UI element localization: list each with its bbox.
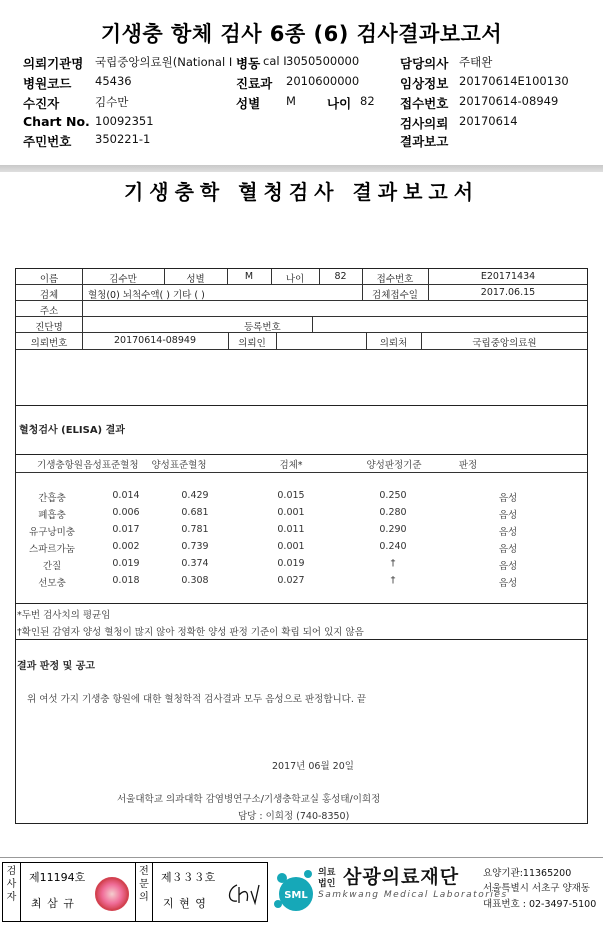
header-negative: 음성표준혈청 bbox=[83, 460, 139, 471]
result-row bbox=[16, 490, 587, 507]
footnote-dagger: †확인된 감염자 양성 혈청이 많지 않아 정확한 양성 판정 기준이 확립 되어 있지 않음 bbox=[17, 627, 364, 638]
requesting-org-label: 의뢰처 bbox=[379, 338, 408, 349]
result-judgment: 음성 bbox=[498, 561, 518, 572]
request-value: 20170614 bbox=[459, 114, 518, 128]
header-row-1 bbox=[0, 54, 603, 74]
clinical-label: 임상정보 bbox=[400, 76, 449, 91]
result-positive: 0.681 bbox=[181, 507, 209, 518]
receipt-no-value: E20171434 bbox=[480, 271, 536, 282]
report-title: 기생충 항체 검사 6종 (6) 검사결과보고서 bbox=[100, 22, 503, 46]
signature-icon bbox=[225, 881, 261, 907]
result-specimen: 0.011 bbox=[277, 524, 305, 535]
specimen-date-label: 검체접수일 bbox=[372, 290, 418, 301]
dept-label: 진료과 bbox=[236, 76, 273, 91]
result-specimen: 0.015 bbox=[277, 490, 305, 501]
age-value: 82 bbox=[360, 94, 375, 108]
name-value: 김수만 bbox=[109, 274, 137, 285]
result-judgment: 음성 bbox=[498, 510, 518, 521]
result-specimen: 0.001 bbox=[277, 541, 305, 552]
result-judgment: 음성 bbox=[498, 578, 518, 589]
signature-box bbox=[2, 862, 268, 922]
rrn-value: 350221-1 bbox=[95, 132, 151, 146]
age-label: 나이 bbox=[327, 96, 352, 111]
grid-line bbox=[16, 349, 587, 350]
header-row-5 bbox=[0, 132, 603, 152]
receipt-label: 접수번호 bbox=[400, 96, 449, 111]
result-negative: 0.017 bbox=[112, 524, 140, 535]
result-antigen: 유구낭미충 bbox=[29, 527, 75, 538]
grid-col bbox=[312, 316, 313, 332]
result-judgment: 음성 bbox=[498, 493, 518, 504]
footnote-average: *두번 검사치의 평균임 bbox=[17, 610, 111, 621]
sex-value: M bbox=[286, 94, 296, 108]
info-sex-value: M bbox=[244, 271, 254, 282]
header-antigen: 기생충항원 bbox=[37, 460, 83, 471]
result-specimen: 0.019 bbox=[277, 558, 305, 569]
header-row-4 bbox=[0, 114, 603, 134]
requester-label: 의뢰인 bbox=[238, 338, 266, 349]
result-row bbox=[16, 575, 587, 592]
result-antigen: 선모충 bbox=[38, 578, 66, 589]
name-label: 이름 bbox=[39, 274, 59, 285]
result-cutoff: 0.280 bbox=[379, 507, 407, 518]
result-row bbox=[16, 524, 587, 541]
care-institution-no: 요양기관:11365200 bbox=[483, 868, 572, 879]
result-judgment: 음성 bbox=[498, 544, 518, 555]
result-report-label: 결과보고 bbox=[400, 134, 449, 149]
logo-text: SML bbox=[284, 890, 308, 901]
chart-label: Chart No. bbox=[23, 114, 90, 129]
result-antigen: 간흡충 bbox=[38, 493, 66, 504]
receipt-value: 20170614-08949 bbox=[459, 94, 559, 108]
result-cutoff: † bbox=[390, 558, 396, 569]
sml-logo-icon bbox=[272, 864, 316, 918]
specialist-license: 제３３３호 bbox=[161, 871, 216, 884]
hospital-code-label: 병원코드 bbox=[23, 76, 72, 91]
result-positive: 0.429 bbox=[181, 490, 209, 501]
header-judgment: 판정 bbox=[458, 460, 478, 471]
results-header-row bbox=[16, 457, 587, 474]
result-positive: 0.374 bbox=[181, 558, 209, 569]
result-negative: 0.002 bbox=[112, 541, 140, 552]
examiner-license: 제11194호 bbox=[29, 871, 86, 884]
grid-line bbox=[16, 316, 587, 317]
section-divider bbox=[16, 454, 587, 455]
clinical-value: 20170614E100130 bbox=[459, 74, 569, 88]
result-cutoff: 0.240 bbox=[379, 541, 407, 552]
result-negative: 0.018 bbox=[112, 575, 140, 586]
header-row-3 bbox=[0, 94, 603, 114]
result-specimen: 0.001 bbox=[277, 507, 305, 518]
specimen-label: 검체 bbox=[39, 290, 59, 301]
result-judgment: 음성 bbox=[498, 527, 518, 538]
corp-phone: 대표번호 : 02-3497-5100 bbox=[483, 899, 597, 910]
result-antigen: 간질 bbox=[42, 561, 62, 572]
doctor-label: 담당의사 bbox=[400, 56, 449, 71]
result-cutoff: 0.250 bbox=[379, 490, 407, 501]
examiner-name: 최 삼 규 bbox=[31, 897, 75, 910]
examinee-value: 김수만 bbox=[95, 95, 129, 109]
header-specimen: 검체* bbox=[279, 460, 303, 471]
section-divider bbox=[16, 603, 587, 604]
report-header bbox=[0, 0, 603, 163]
result-negative: 0.006 bbox=[112, 507, 140, 518]
result-antigen: 폐흡충 bbox=[38, 510, 66, 521]
chart-value: 10092351 bbox=[95, 114, 154, 128]
result-negative: 0.019 bbox=[112, 558, 140, 569]
header-cutoff: 양성판정기준 bbox=[366, 460, 422, 471]
report-date: 2017년 06월 20일 bbox=[272, 761, 354, 772]
specimen-date-value: 2017.06.15 bbox=[480, 287, 536, 298]
grid-col bbox=[276, 332, 277, 349]
ward-label: 병동 bbox=[236, 56, 261, 71]
info-sex-label: 성별 bbox=[186, 274, 205, 285]
specialist-vertical-label: 전문의 bbox=[135, 863, 153, 921]
section-divider bbox=[16, 639, 587, 640]
ward-code: 3050500000 bbox=[286, 54, 360, 68]
address-label: 주소 bbox=[39, 306, 59, 317]
request-label: 검사의뢰 bbox=[400, 116, 449, 131]
contact-line: 담당 : 이희정 (740-8350) bbox=[238, 811, 350, 822]
dept-value: 2010600000 bbox=[286, 74, 360, 88]
receipt-no-label: 접수번호 bbox=[376, 274, 414, 285]
result-positive: 0.308 bbox=[181, 575, 209, 586]
requesting-org-value: 국립중앙의료원 bbox=[472, 338, 537, 349]
header-positive: 양성표준혈청 bbox=[151, 460, 207, 471]
specialist-name: 지 현 영 bbox=[163, 897, 207, 910]
elisa-section-title: 혈청검사 (ELISA) 결과 bbox=[19, 425, 125, 436]
corp-address: 서울특별시 서초구 양재동 bbox=[483, 883, 590, 894]
result-cutoff: 0.290 bbox=[379, 524, 407, 535]
official-seal-icon bbox=[95, 877, 129, 911]
section-divider bbox=[16, 405, 587, 406]
result-row bbox=[16, 541, 587, 558]
result-negative: 0.014 bbox=[112, 490, 140, 501]
result-antigen: 스파르가눔 bbox=[29, 544, 75, 555]
conclusion-text: 위 여섯 가지 기생충 항원에 대한 혈청학적 검사결과 모두 음성으로 판정합니다. 끝 bbox=[27, 694, 367, 705]
result-row bbox=[16, 558, 587, 575]
examiner-vertical-label: 검사자 bbox=[3, 863, 21, 921]
corp-name: 삼광의료재단 bbox=[343, 866, 460, 888]
specimen-value: 혈청(0) 뇌척수액( ) 기타 ( ) bbox=[88, 290, 205, 301]
info-age-label: 나이 bbox=[285, 274, 305, 285]
result-row bbox=[16, 507, 587, 524]
request-no-value: 20170614-08949 bbox=[113, 335, 196, 346]
sheet-title: 기생충학 혈청검사 결과보고서 bbox=[123, 180, 480, 204]
hospital-code-value: 45436 bbox=[95, 74, 132, 88]
conclusion-title: 결과 판정 및 공고 bbox=[17, 661, 96, 672]
corp-english-name: Samkwang Medical Laboratories bbox=[318, 890, 508, 900]
corp-type-label: 의료법인 bbox=[318, 868, 336, 889]
institution-value: 국립중앙의료원(National I bbox=[95, 55, 233, 69]
grid-line bbox=[16, 332, 587, 333]
examinee-label: 수진자 bbox=[23, 96, 60, 111]
diagnosis-label: 진단명 bbox=[35, 322, 63, 333]
sex-label: 성별 bbox=[236, 96, 261, 111]
request-no-label: 의뢰번호 bbox=[30, 338, 68, 349]
rrn-label: 주민번호 bbox=[23, 134, 72, 149]
result-positive: 0.781 bbox=[181, 524, 209, 535]
report-form bbox=[15, 268, 588, 824]
scanned-report-sheet bbox=[0, 172, 603, 855]
header-row-2 bbox=[0, 74, 603, 94]
institution-line: 서울대학교 의과대학 감염병연구소/기생충학교실 홍성태/이희정 bbox=[117, 794, 381, 805]
reg-no-label: 등록번호 bbox=[244, 322, 281, 333]
doctor-value: 주태완 bbox=[459, 55, 493, 69]
ward-value: cal I bbox=[263, 54, 287, 68]
result-cutoff: † bbox=[390, 575, 396, 586]
report-footer bbox=[0, 857, 603, 925]
result-specimen: 0.027 bbox=[277, 575, 305, 586]
result-positive: 0.739 bbox=[181, 541, 209, 552]
institution-label: 의뢰기관명 bbox=[23, 56, 84, 71]
info-age-value: 82 bbox=[334, 271, 347, 282]
